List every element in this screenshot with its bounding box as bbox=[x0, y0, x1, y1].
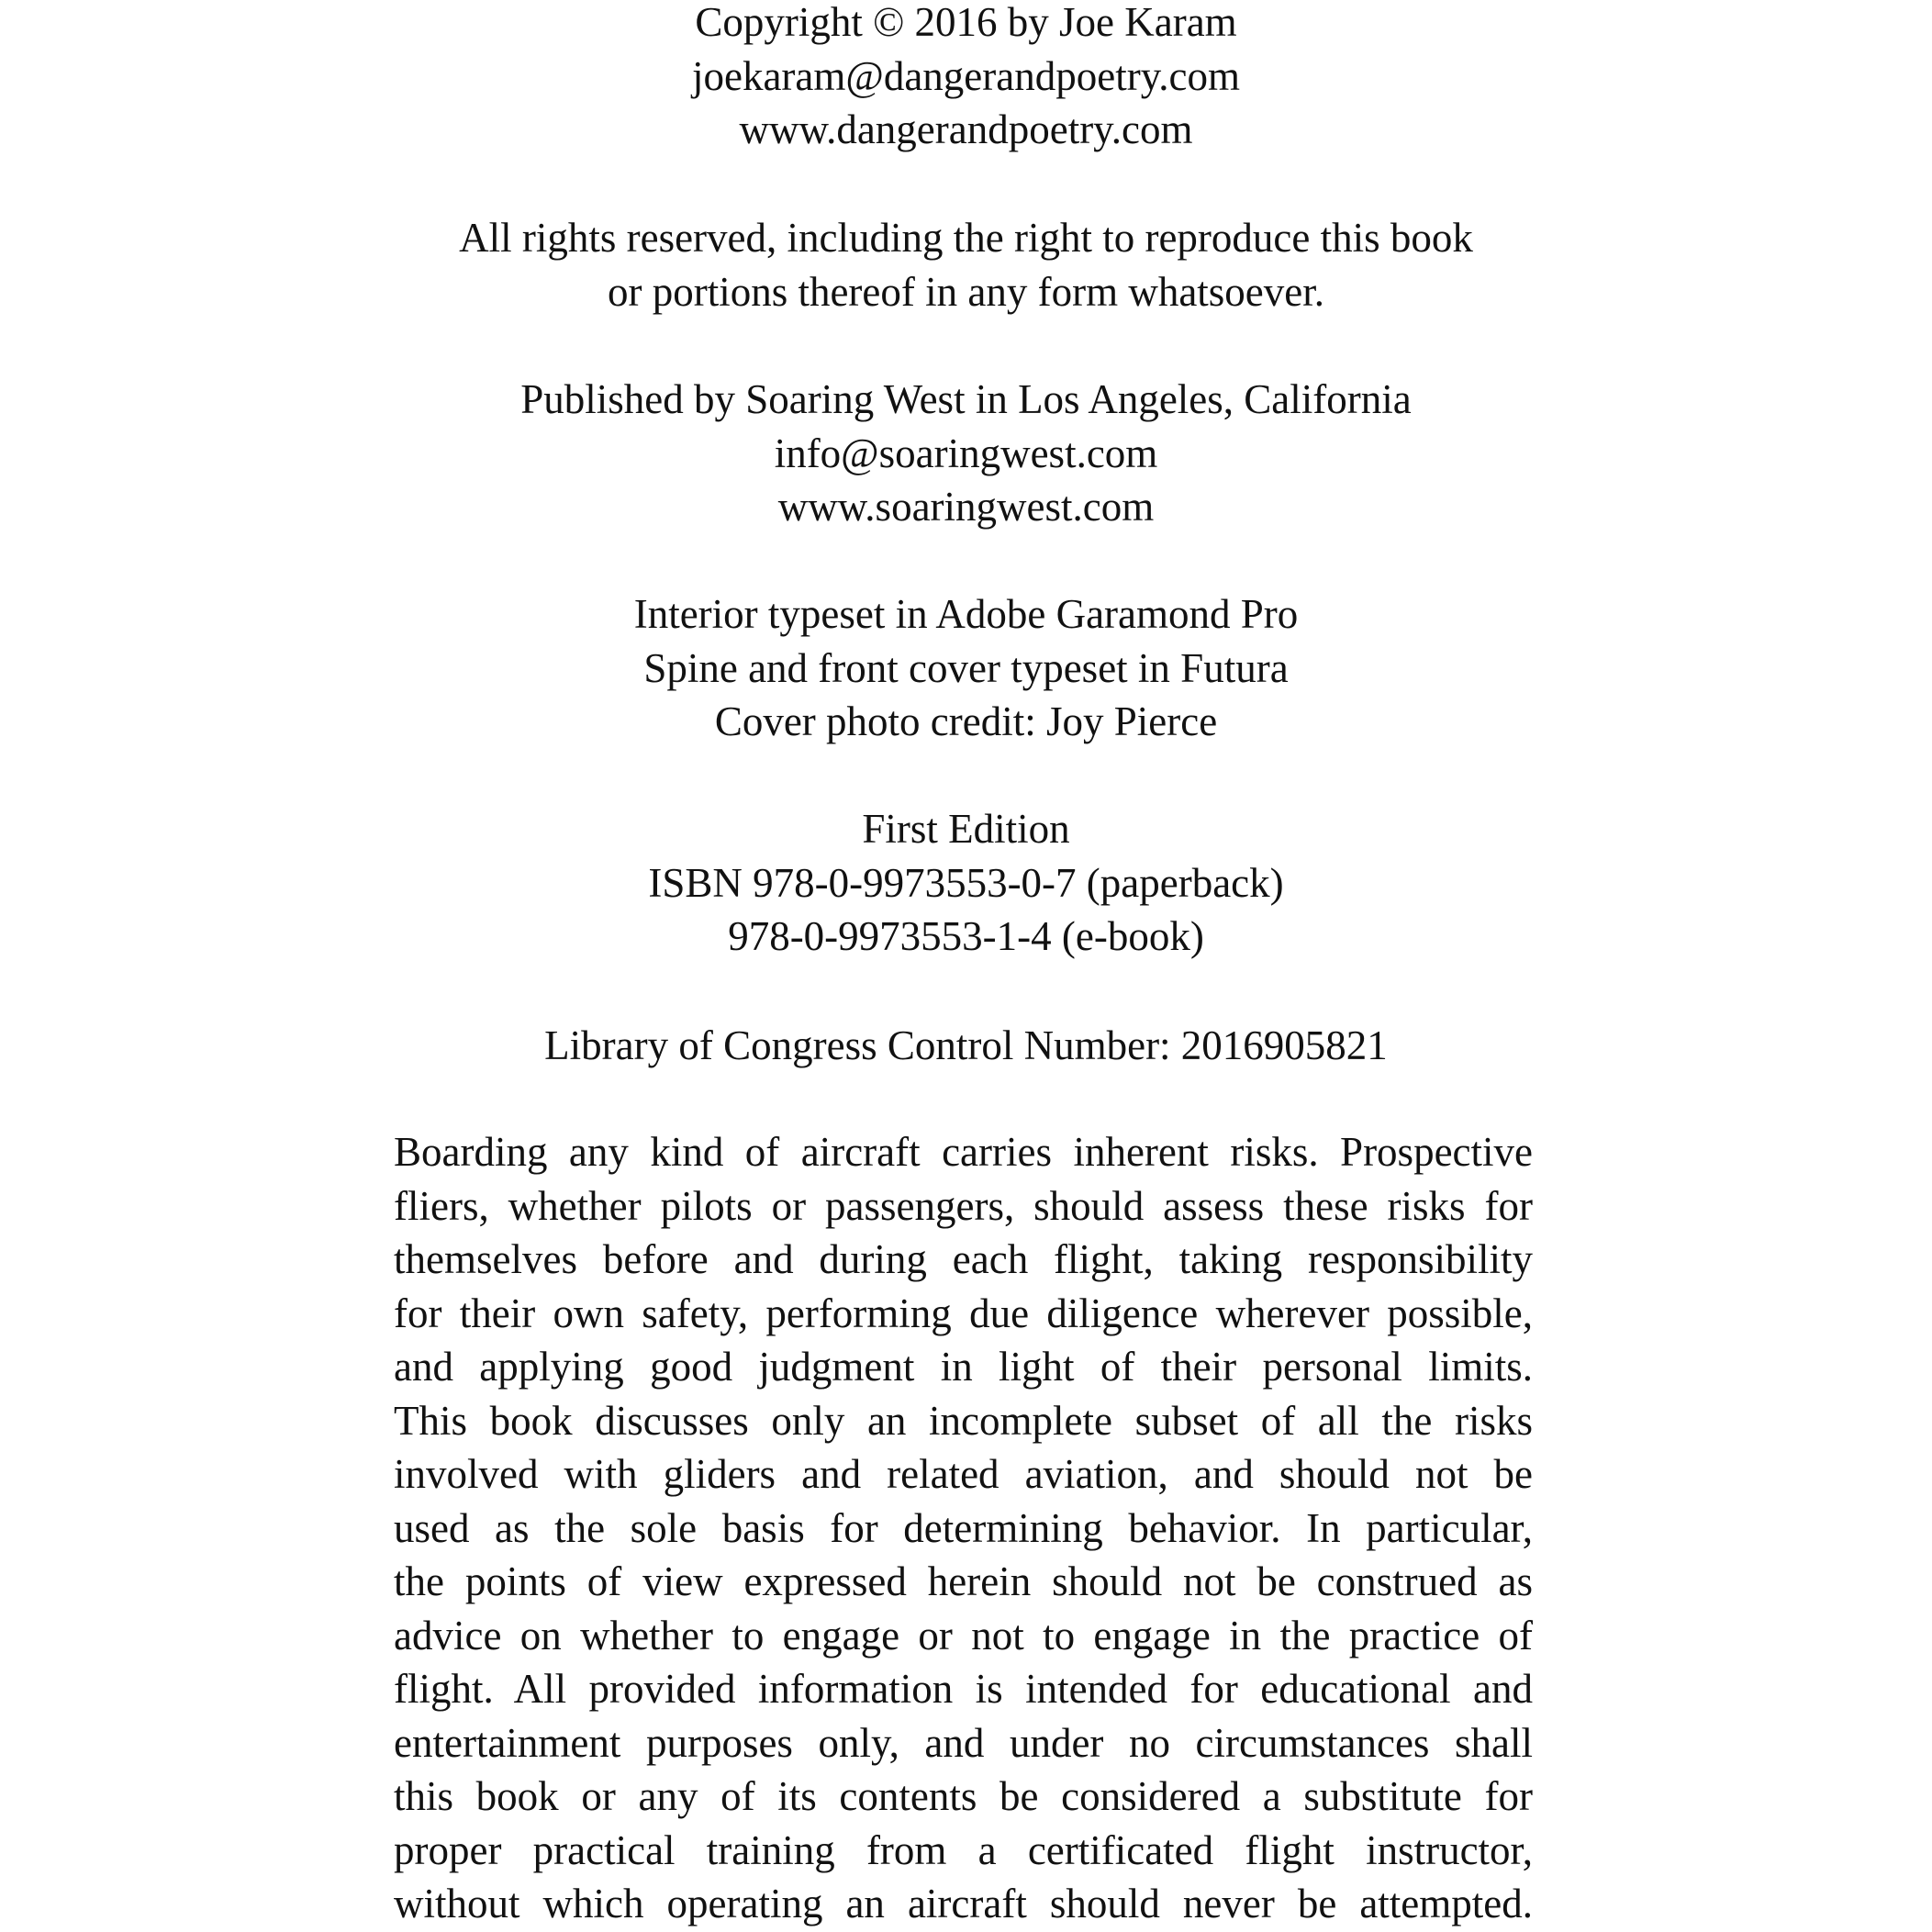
publisher-line: Published by Soaring West in Los Angeles, California bbox=[520, 376, 1412, 422]
publisher-block bbox=[0, 373, 1932, 534]
disclaimer-line: fliers, whether pilots or passengers, should assess these risks for bbox=[394, 1182, 1533, 1229]
loc-block bbox=[0, 1019, 1932, 1073]
disclaimer-line: advice on whether to engage or not to engage in the practice of bbox=[394, 1612, 1533, 1658]
disclaimer-line: proper practical training from a certificated flight instructor, bbox=[394, 1826, 1533, 1873]
rights-block bbox=[0, 211, 1932, 318]
disclaimer-line: flight. All provided information is intended for educational and bbox=[394, 1666, 1533, 1712]
isbn-ebook: 978-0-9973553-1-4 (e-book) bbox=[728, 913, 1204, 959]
disclaimer-paragraph bbox=[394, 1125, 1533, 1931]
photo-credit-line: Cover photo credit: Joy Pierce bbox=[714, 698, 1218, 744]
edition-block bbox=[0, 802, 1932, 964]
author-email: joekaram@dangerandpoetry.com bbox=[691, 52, 1241, 99]
interior-typeset-line: Interior typeset in Adobe Garamond Pro bbox=[633, 591, 1299, 637]
disclaimer-line: used as the sole basis for determining behavior. In particular, bbox=[394, 1504, 1533, 1551]
cover-typeset-line: Spine and front cover typeset in Futura bbox=[643, 644, 1289, 691]
disclaimer-line: the points of view expressed herein should not be construed as bbox=[394, 1558, 1533, 1604]
publisher-email: info@soaringwest.com bbox=[774, 430, 1158, 476]
isbn-paperback: ISBN 978-0-9973553-0-7 (paperback) bbox=[648, 859, 1284, 906]
disclaimer-line: involved with gliders and related aviation, and should not be bbox=[394, 1451, 1533, 1497]
disclaimer-line: This book discusses only an incomplete subset of all the risks bbox=[394, 1397, 1533, 1444]
loc-control-number: Library of Congress Control Number: 2016905821 bbox=[544, 1022, 1388, 1068]
disclaimer-line: and applying good judgment in light of their personal limits. bbox=[394, 1344, 1533, 1390]
disclaimer-line: entertainment purposes only, and under no circumstances shall bbox=[394, 1719, 1533, 1766]
author-website: www.dangerandpoetry.com bbox=[739, 106, 1193, 152]
publisher-website: www.soaringwest.com bbox=[777, 484, 1155, 530]
typeset-block bbox=[0, 587, 1932, 749]
copyright-block bbox=[0, 0, 1932, 157]
copyright-line: Copyright © 2016 by Joe Karam bbox=[695, 0, 1237, 45]
disclaimer-line: this book or any of its contents be considered a substitute for bbox=[394, 1773, 1533, 1819]
disclaimer-line: themselves before and during each flight, taking responsibility bbox=[394, 1236, 1533, 1282]
rights-line-2: or portions thereof in any form whatsoever. bbox=[607, 268, 1325, 315]
edition-label: First Edition bbox=[862, 806, 1070, 852]
disclaimer-line: without which operating an aircraft should never be attempted. bbox=[394, 1881, 1533, 1926]
disclaimer-line: Boarding any kind of aircraft carries inherent risks. Prospective bbox=[394, 1129, 1533, 1175]
rights-line-1: All rights reserved, including the right to reproduce this book bbox=[459, 215, 1473, 261]
disclaimer-line: for their own safety, performing due diligence wherever possible, bbox=[394, 1290, 1533, 1336]
